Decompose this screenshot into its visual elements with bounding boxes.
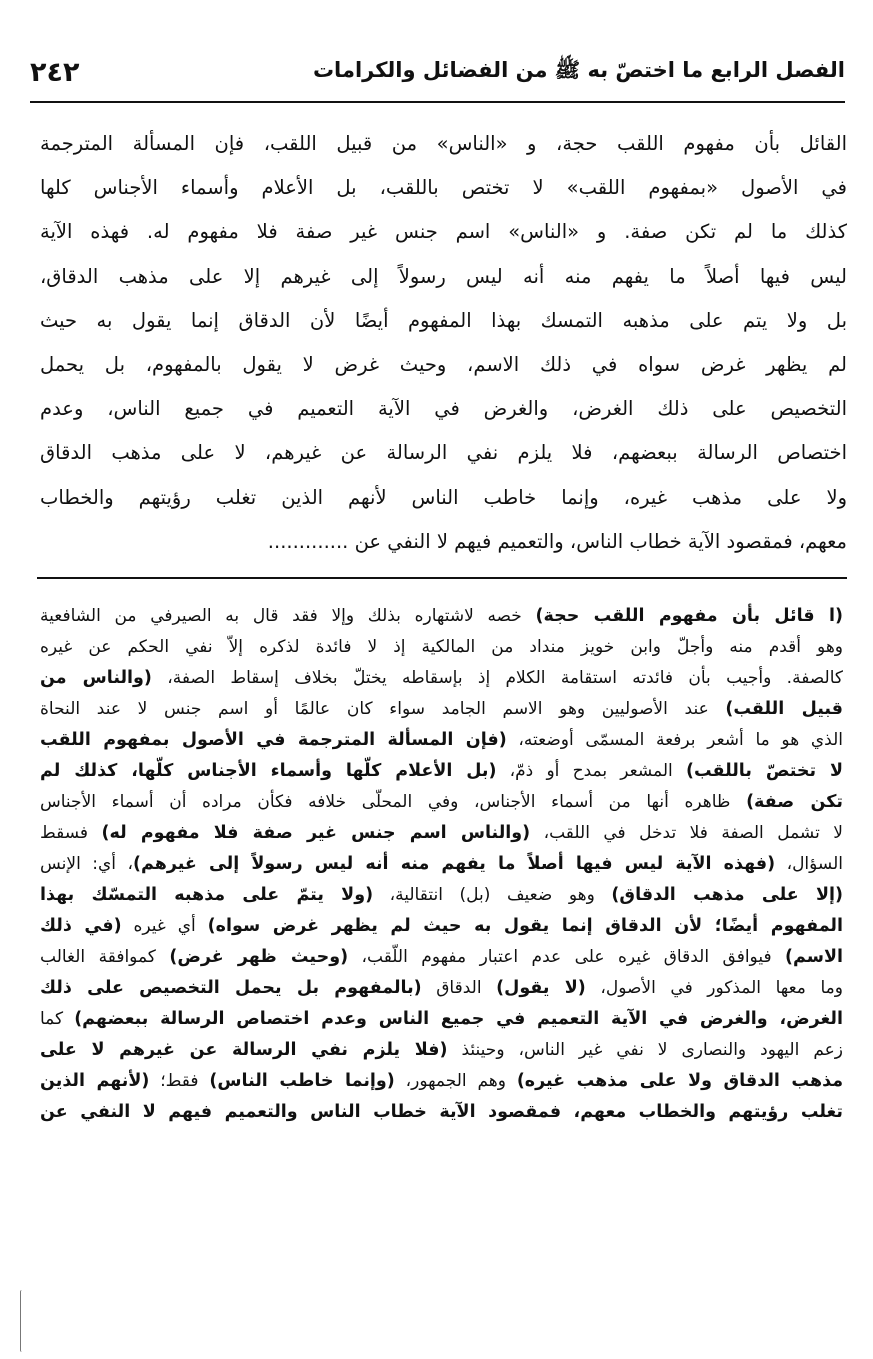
commentary-text: كموافقة الغالب [40,947,170,967]
quoted-matn: (فهذه الآية ليس فيها أصلاً ما يفهم منه أنه ليس رسولاً إلى غيرهم) [132,854,776,874]
commentary-text: وهم الجمهور، [394,1071,517,1091]
main-line: كذلك ما لم تكن صفة. و «الناس» اسم جنس غير صفة فلا مفهوم له. فهذه الآية [40,220,847,244]
quoted-matn: الغرض، والغرض في الآية التعميم في جميع الناس وعدم اختصاص الرسالة ببعضهم) [74,1009,843,1029]
quoted-matn: لا تختصّ باللقب) [685,761,843,781]
commentary-text: وهو أقدم منه وأجلّ وابن خويز منداد من المالكية إذ لا فائدة لذكره إلاّ نفي الحكم عن غيره [40,637,843,657]
note-line [40,756,843,787]
quoted-matn: (بل الأعلام كلّها وأسماء الأجناس كلّها، كذلك لم [40,761,497,781]
note-line [40,911,843,942]
quoted-matn: (ولا يتمّ على مذهبه التمسّك بهذا [40,885,374,905]
note-line [40,663,843,694]
commentary-text: وما معها المذكور في الأصول، [585,978,843,998]
note-line [40,632,843,663]
commentary-text: لا تشمل الصفة فلا تدخل في اللقب، [530,823,843,843]
commentary-text: زعم اليهود والنصارى لا نفي غير الناس، وحينئذ [447,1040,843,1060]
note-line [40,1097,843,1128]
quoted-matn: الاسم) [785,947,843,967]
note-line [40,787,843,818]
note-line [40,818,843,849]
commentary-text: فقط؛ [149,1071,210,1091]
quoted-matn: المفهوم أيضًا؛ لأن الدقاق إنما يقول به حيث لم يظهر غرض سواه) [207,916,843,936]
commentary-text: السؤال، [775,854,843,874]
quoted-matn: (ا قائل بأن مفهوم اللقب حجة) [535,606,843,626]
header-rule [30,101,845,103]
quoted-matn: مذهب الدقاق ولا على مذهب غيره) [516,1071,843,1091]
main-line: ليس فيها أصلاً ما يفهم منه أنه ليس رسولاً إلى غيرهم إلا على مذهب الدقاق، [40,264,847,288]
main-line: القائل بأن مفهوم اللقب حجة، و «الناس» من قبيل اللقب، فإن المسألة المترجمة [40,132,847,155]
page-number: ٢٤٢ [30,56,80,88]
quoted-matn: (فلا يلزم نفي الرسالة عن غيرهم لا على [40,1040,448,1060]
note-line [40,880,843,911]
quoted-matn: (إلا على مذهب الدقاق) [611,885,843,905]
note-line [40,849,843,880]
page-header [30,48,845,96]
commentary-text: ، أي: الإنس [40,854,133,874]
note-line [40,942,843,973]
commentary-text: الذي هو ما أشعر برفعة المسمّى أوضعته، [506,730,843,750]
page-edge-mark [20,1290,25,1352]
commentary-text: كالصفة. وأجيب بأن فائدته استقامة الكلام إذ بإسقاطه يختلّ بخلاف إسقاط الصفة، [151,668,843,688]
quoted-matn: (فإن المسألة المترجمة في الأصول بمفهوم اللقب [40,730,507,750]
main-line: في الأصول «بمفهوم اللقب» لا تختص باللقب، بل الأعلام وأسماء الأجناس كلها [40,176,847,200]
quoted-matn: تكن صفة) [746,792,843,812]
quoted-matn: (والناس اسم جنس غير صفة فلا مفهوم له) [101,823,531,843]
note-line [40,725,843,756]
note-line [40,1035,843,1066]
quoted-matn: (وحيث ظهر غرض) [169,947,349,967]
quoted-matn: (لأنهم الذين [40,1071,150,1091]
quoted-matn: (والناس من [40,668,152,688]
running-head: الفصل الرابع ما اختصّ به ﷺ من الفضائل والكرامات [312,57,845,82]
footnote-separator [37,577,847,579]
note-line [40,601,843,632]
main-line: بل ولا يتم على مذهبه التمسك بهذا المفهوم أيضًا لأن الدقاق إنما يقول به حيث [40,308,847,332]
quoted-matn: قبيل اللقب) [725,699,843,719]
commentary-text: وهو ضعيف (بل) انتقالية، [373,885,612,905]
commentary-text: عند الأصوليين وهو الاسم الجامد سواء كان عالمًا أو اسم جنس لا عند النحاة [40,699,726,719]
quoted-matn: (بالمفهوم بل يحمل التخصيص على ذلك [40,978,422,998]
main-line: اختصاص الرسالة ببعضهم، فلا يلزم نفي الرسالة عن غيرهم، لا على مذهب الدقاق [40,441,847,465]
main-line: التخصيص على ذلك الغرض، والغرض في الآية التعميم في جميع الناس، وعدم [40,397,847,421]
note-line [40,973,843,1004]
main-line: معهم، فمقصود الآية خطاب الناس، والتعميم فيهم لا النفي عن ............. [267,529,847,553]
main-line: ولا على مذهب غيره، وإنما خاطب الناس لأنهم الذين تغلب رؤيتهم والخطاب [40,485,847,509]
commentary-notes [40,601,843,1351]
note-line [40,1066,843,1097]
commentary-text: المشعر بمدح أو ذمّ، [496,761,686,781]
commentary-text: فيوافق الدقاق غيره على عدم اعتبار مفهوم اللّقب، [348,947,786,967]
commentary-text: خصه لاشتهاره بذلك وإلا فقد قال به الصيرفي من الشافعية [40,606,536,626]
commentary-text: فسقط [40,823,102,843]
quoted-matn: (لا يقول) [496,978,586,998]
commentary-text: أي غيره [121,916,208,936]
commentary-text: ظاهره أنها من أسماء الأجناس، وفي المحلّى خلافه فكأن مراده أن أسماء الأجناس [40,792,747,812]
note-line [40,694,843,725]
commentary-text: الدقاق [421,978,497,998]
quoted-matn: (في ذلك [40,916,122,936]
quoted-matn: تغلب رؤيتهم والخطاب معهم، فمقصود الآية خطاب الناس والتعميم فيهم لا النفي عن [40,1102,843,1122]
note-line [40,1004,843,1035]
main-text [40,122,847,567]
main-line: لم يظهر غرض سواه في ذلك الاسم، وحيث غرض لا يقول بالمفهوم، بل يحمل [40,353,847,377]
quoted-matn: (وإنما خاطب الناس) [209,1071,395,1091]
commentary-text: كما [40,1009,75,1029]
